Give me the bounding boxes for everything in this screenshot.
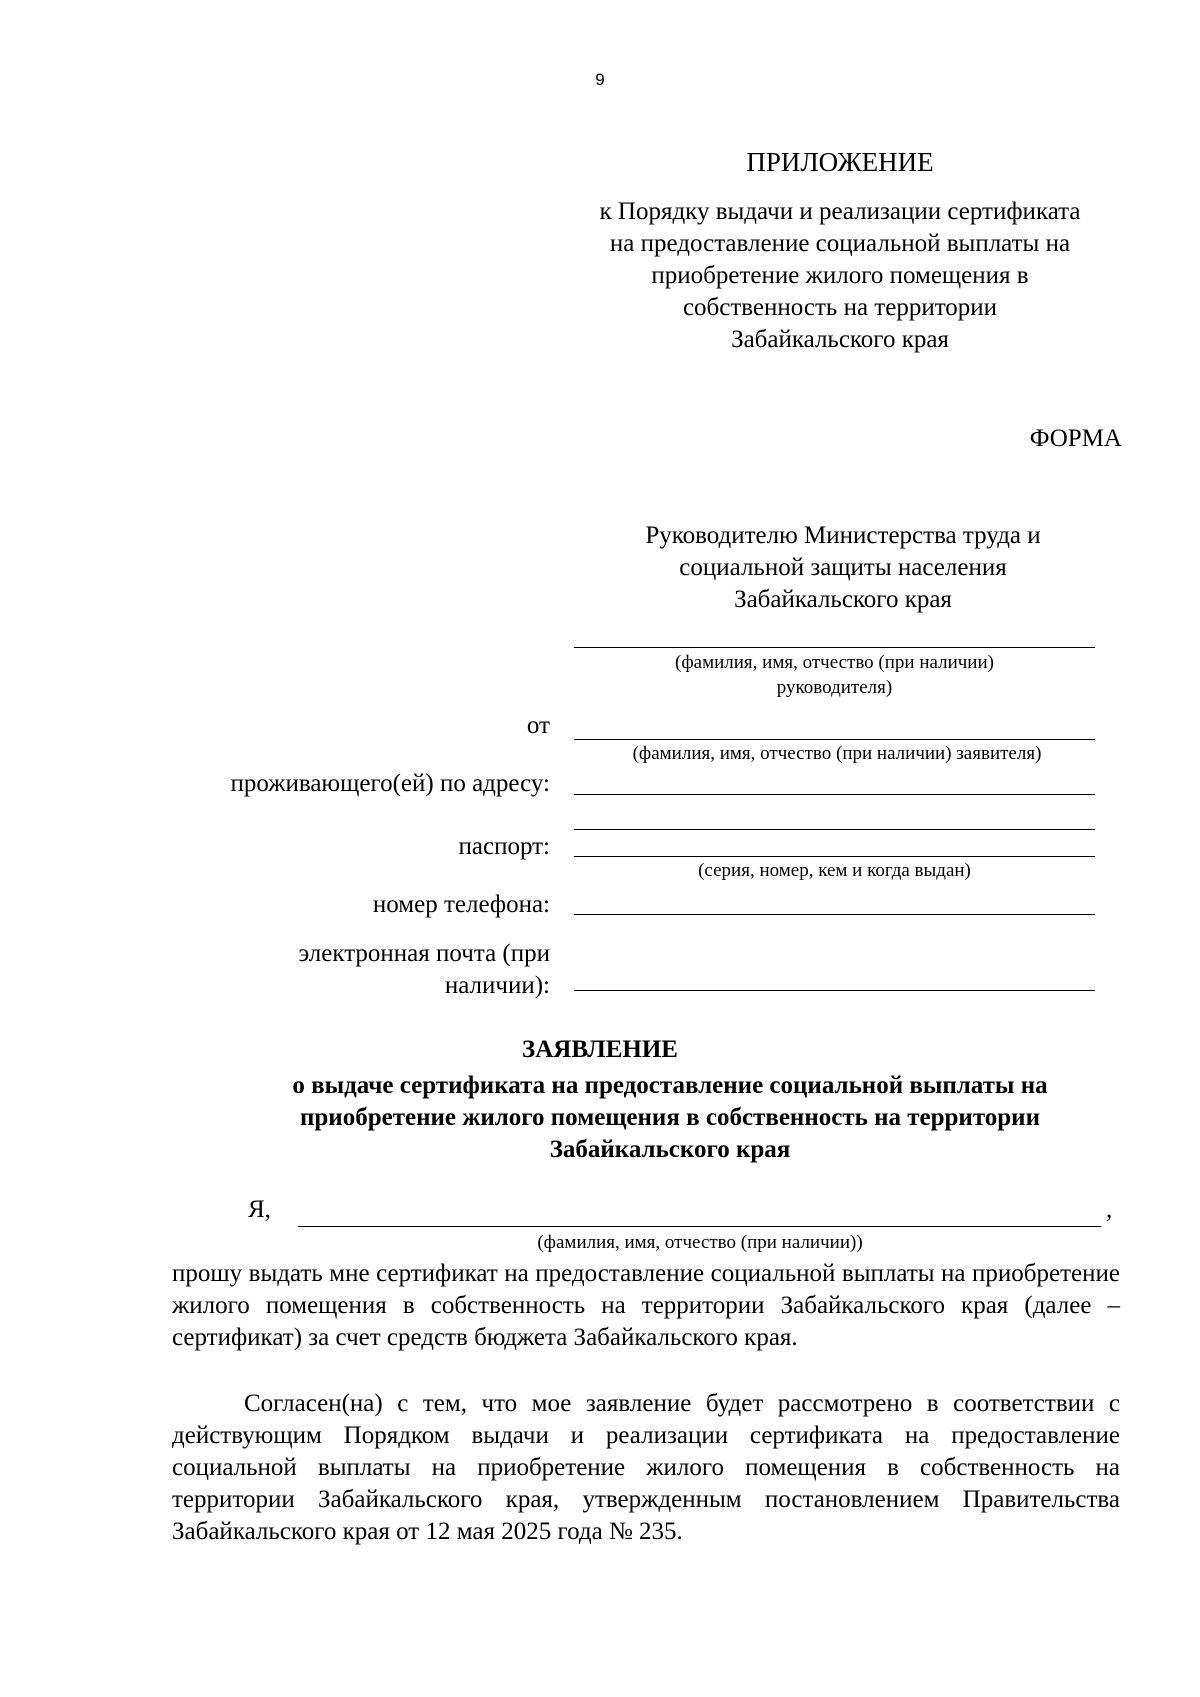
statement-subtitle	[205, 1070, 1135, 1166]
statement-subtitle-line: приобретение жилого помещения в собственность на территории	[299, 1104, 1040, 1131]
statement-title: ЗАЯВЛЕНИЕ	[522, 1036, 678, 1063]
head-caption-line: руководителя)	[776, 677, 893, 698]
appendix-reference-line: на предоставление социальной выплаты на	[609, 230, 1071, 257]
email-label-line: наличии):	[444, 972, 550, 999]
addressee-line: Руководителю Министерства труда и	[645, 522, 1041, 549]
paragraph-request: прошу выдать мне сертификат на предоставление социальной выплаты на приобретение жилого помещения в собственность на территории Забайкальского края (далее – сертификат) за счет средств бюджета Забайкальского края.	[172, 1260, 1120, 1351]
addressee-line: Забайкальского края	[734, 586, 952, 613]
phone-label: номер телефона:	[372, 891, 550, 918]
applicant-name-line[interactable]	[574, 739, 1095, 740]
addressee-line: социальной защиты населения	[679, 554, 1007, 581]
appendix-reference-line: приобретение жилого помещения в	[651, 262, 1029, 289]
passport-line[interactable]	[574, 856, 1095, 857]
address-line-1[interactable]	[574, 794, 1095, 795]
email-label-line: электронная почта (при	[298, 940, 550, 967]
phone-line[interactable]	[574, 914, 1095, 915]
statement-subtitle-line: Забайкальского края	[549, 1136, 791, 1163]
page-number: 9	[595, 70, 605, 89]
comma: ,	[1106, 1196, 1113, 1223]
email-line[interactable]	[574, 990, 1095, 991]
head-name-caption	[574, 650, 1095, 700]
from-label: от	[526, 712, 550, 739]
form-label: ФОРМА	[1029, 425, 1122, 452]
head-caption-line: (фамилия, имя, отчество (при наличии)	[675, 652, 994, 673]
appendix-reference-line: собственность на территории	[682, 294, 998, 321]
paragraph-consent: Согласен(на) с тем, что мое заявление будет рассмотрено в соответствии с действующим Порядком выдачи и реализации сертификата на предоставление социальной выплаты на приобретение жилого помещения в собственность на территории Забайкальского края, утвержденным постановлением Правительства Забайкальского края от 12 мая 2025 года № 235.	[172, 1390, 1120, 1545]
passport-label: паспорт:	[458, 833, 550, 860]
appendix-reference-line: Забайкальского края	[731, 326, 949, 353]
passport-caption: (серия, номер, кем и когда выдан)	[698, 860, 971, 881]
fullname-caption: (фамилия, имя, отчество (при наличии))	[537, 1232, 863, 1253]
applicant-fullname-line[interactable]	[298, 1226, 1101, 1227]
addressee-block	[575, 520, 1111, 616]
address-label: проживающего(ей) по адресу:	[230, 770, 550, 797]
address-line-2[interactable]	[574, 829, 1095, 830]
email-label	[299, 938, 550, 1002]
i-prefix: Я,	[248, 1196, 271, 1223]
head-name-line[interactable]	[574, 647, 1095, 648]
appendix-reference-line: к Порядку выдачи и реализации сертификата	[599, 198, 1081, 225]
appendix-reference	[560, 196, 1120, 356]
appendix-title: ПРИЛОЖЕНИЕ	[746, 147, 934, 177]
applicant-name-caption: (фамилия, имя, отчество (при наличии) заявителя)	[632, 743, 1042, 764]
statement-subtitle-line: о выдаче сертификата на предоставление социальной выплаты на	[292, 1072, 1048, 1099]
